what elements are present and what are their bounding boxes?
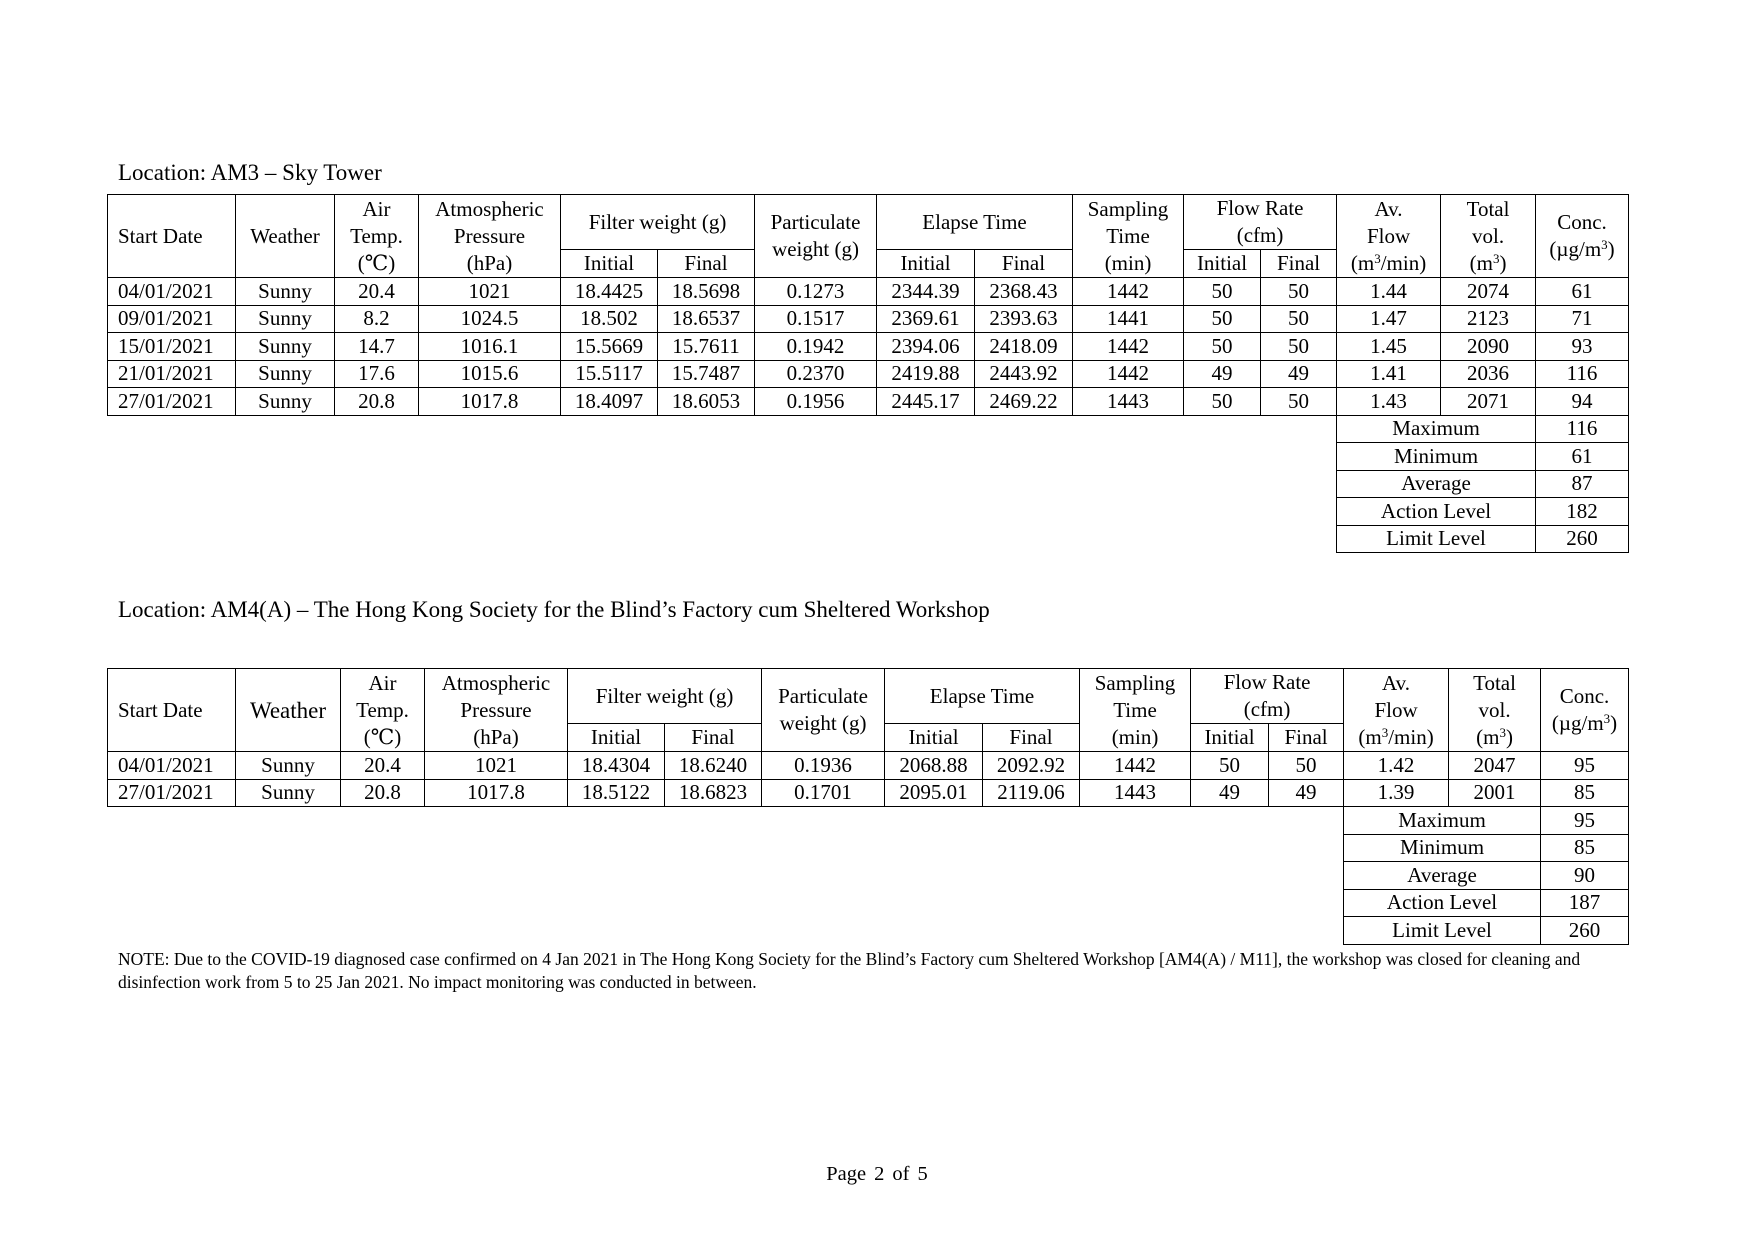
table-cell: 50 xyxy=(1184,333,1261,361)
header-conc: Conc. $(\mu g/m^3)$ xyxy=(1536,195,1629,278)
summary-row xyxy=(108,498,1629,526)
summary-spacer xyxy=(108,889,1344,917)
table-cell: 14.7 xyxy=(335,333,419,361)
summary-label: Average xyxy=(1337,470,1536,498)
table-cell: 2068.88 xyxy=(885,752,983,780)
table-cell: 04/01/2021 xyxy=(108,278,236,306)
header-flow-final: Final xyxy=(1261,250,1337,278)
table-cell: 2469.22 xyxy=(975,388,1073,416)
table-cell: 2092.92 xyxy=(983,752,1080,780)
summary-spacer xyxy=(108,470,1337,498)
summary-spacer xyxy=(108,807,1344,835)
table-cell: 2001 xyxy=(1449,779,1541,807)
table-cell: 21/01/2021 xyxy=(108,360,236,388)
header-elapse-initial: Initial xyxy=(877,250,975,278)
table-cell: 49 xyxy=(1191,779,1269,807)
table-cell: 15.7487 xyxy=(658,360,755,388)
covid-note: NOTE: Due to the COVID-19 diagnosed case confirmed on 4 Jan 2021 in The Hong Kong Society for the Blind’s Factory cum Sheltered Workshop [AM4(A) / M11], the workshop was closed for cleaning and disinfection work from 5 to 25 Jan 2021. No impact monitoring was conducted in between. xyxy=(118,949,1581,992)
table-cell: 94 xyxy=(1536,388,1629,416)
table-cell: Sunny xyxy=(236,388,335,416)
header-elapse-time: Elapse Time xyxy=(885,669,1080,724)
table-cell: 27/01/2021 xyxy=(108,388,236,416)
summary-label: Maximum xyxy=(1344,807,1541,835)
am4a-data-table xyxy=(107,668,1629,945)
table-cell: 18.4304 xyxy=(568,752,665,780)
summary-value: 85 xyxy=(1541,834,1629,862)
table-cell: 18.4425 xyxy=(561,278,658,306)
summary-value: 87 xyxy=(1536,470,1629,498)
table-cell: 1017.8 xyxy=(425,779,568,807)
table-cell: Sunny xyxy=(236,333,335,361)
table-cell: 50 xyxy=(1261,333,1337,361)
summary-row xyxy=(108,834,1629,862)
table-cell: 0.1956 xyxy=(755,388,877,416)
table-cell: 15.5669 xyxy=(561,333,658,361)
table-cell: 1.39 xyxy=(1344,779,1449,807)
header-flow-initial: Initial xyxy=(1184,250,1261,278)
table-row xyxy=(108,305,1629,333)
header-start-date: Start Date xyxy=(108,195,236,278)
header-conc: Conc. $(\mu g/m^3)$ xyxy=(1541,669,1629,752)
summary-spacer xyxy=(108,415,1337,443)
header-weather: Weather xyxy=(236,669,341,752)
table-cell: 50 xyxy=(1261,305,1337,333)
table-cell: 50 xyxy=(1184,278,1261,306)
table-cell: 116 xyxy=(1536,360,1629,388)
table-cell: 1.42 xyxy=(1344,752,1449,780)
table-cell: 2443.92 xyxy=(975,360,1073,388)
header-filter-final: Final xyxy=(665,724,762,752)
header-filter-final: Final xyxy=(658,250,755,278)
section-title-am3: Location: AM3 – Sky Tower xyxy=(118,160,382,185)
table-cell: 27/01/2021 xyxy=(108,779,236,807)
page-total: 5 xyxy=(917,1163,928,1185)
table-cell: Sunny xyxy=(236,305,335,333)
table-cell: 15.5117 xyxy=(561,360,658,388)
summary-row xyxy=(108,415,1629,443)
header-total-vol: Total vol. $(m^3)$ xyxy=(1441,195,1536,278)
table-cell: 04/01/2021 xyxy=(108,752,236,780)
summary-spacer xyxy=(108,862,1344,890)
table-cell: 2119.06 xyxy=(983,779,1080,807)
header-flow-rate: Flow Rate (cfm) xyxy=(1184,195,1337,250)
table-cell: 2393.63 xyxy=(975,305,1073,333)
table-cell: 1.44 xyxy=(1337,278,1441,306)
table-cell: 17.6 xyxy=(335,360,419,388)
table-cell: 1016.1 xyxy=(419,333,561,361)
summary-label: Action Level xyxy=(1337,498,1536,526)
table-cell: 1015.6 xyxy=(419,360,561,388)
summary-value: 260 xyxy=(1536,525,1629,553)
table-cell: 93 xyxy=(1536,333,1629,361)
table-cell: 1443 xyxy=(1080,779,1191,807)
table-row xyxy=(108,752,1629,780)
summary-spacer xyxy=(108,443,1337,471)
table-header xyxy=(108,195,1629,278)
table-cell: 1021 xyxy=(425,752,568,780)
header-particulate: Particulate weight (g) xyxy=(762,669,885,752)
table-cell: 2095.01 xyxy=(885,779,983,807)
table-cell: 1024.5 xyxy=(419,305,561,333)
table-cell: 2369.61 xyxy=(877,305,975,333)
summary-row xyxy=(108,917,1629,945)
section-title-am4a: Location: AM4(A) – The Hong Kong Society for the Blind’s Factory cum Sheltered Workshop xyxy=(118,597,990,622)
table-cell: 1442 xyxy=(1073,278,1184,306)
table-cell: 0.1701 xyxy=(762,779,885,807)
summary-row xyxy=(108,889,1629,917)
table-cell: 18.4097 xyxy=(561,388,658,416)
page-word: Page xyxy=(826,1163,867,1185)
summary-spacer xyxy=(108,834,1344,862)
table-cell: 20.4 xyxy=(335,278,419,306)
table-cell: 2445.17 xyxy=(877,388,975,416)
table-cell: 50 xyxy=(1261,388,1337,416)
summary-row xyxy=(108,862,1629,890)
header-sampling-time: Sampling Time (min) xyxy=(1073,195,1184,278)
table-cell: 49 xyxy=(1269,779,1344,807)
header-sampling-time: Sampling Time (min) xyxy=(1080,669,1191,752)
table-cell: 50 xyxy=(1261,278,1337,306)
table-cell: 1.47 xyxy=(1337,305,1441,333)
summary-block xyxy=(108,807,1629,945)
table-cell: 1.41 xyxy=(1337,360,1441,388)
header-filter-weight: Filter weight (g) xyxy=(568,669,762,724)
table-cell: 2394.06 xyxy=(877,333,975,361)
table-cell: 2071 xyxy=(1441,388,1536,416)
table-row xyxy=(108,360,1629,388)
table-cell: 20.8 xyxy=(335,388,419,416)
of-word: of xyxy=(892,1163,910,1185)
table-cell: 2074 xyxy=(1441,278,1536,306)
table-header xyxy=(108,669,1629,752)
header-filter-initial: Initial xyxy=(568,724,665,752)
table-cell: 50 xyxy=(1269,752,1344,780)
summary-label: Limit Level xyxy=(1337,525,1536,553)
table-cell: 18.6537 xyxy=(658,305,755,333)
header-elapse-time: Elapse Time xyxy=(877,195,1073,250)
table-cell: 50 xyxy=(1184,388,1261,416)
table-cell: 1442 xyxy=(1080,752,1191,780)
header-av-flow: Av. Flow $(m^3/\min)$ xyxy=(1344,669,1449,752)
table-cell: 2419.88 xyxy=(877,360,975,388)
summary-label: Minimum xyxy=(1337,443,1536,471)
table-row xyxy=(108,333,1629,361)
summary-label: Action Level xyxy=(1344,889,1541,917)
table-cell: 18.5698 xyxy=(658,278,755,306)
table-cell: 20.8 xyxy=(341,779,425,807)
summary-label: Average xyxy=(1344,862,1541,890)
table-cell: 18.502 xyxy=(561,305,658,333)
table-body xyxy=(108,752,1629,807)
table-cell: Sunny xyxy=(236,752,341,780)
summary-label: Maximum xyxy=(1337,415,1536,443)
summary-block xyxy=(108,415,1629,553)
summary-row xyxy=(108,443,1629,471)
table-cell: 1442 xyxy=(1073,360,1184,388)
table-cell: 0.1936 xyxy=(762,752,885,780)
table-cell: 09/01/2021 xyxy=(108,305,236,333)
summary-value: 116 xyxy=(1536,415,1629,443)
table-cell: 0.2370 xyxy=(755,360,877,388)
table-cell: 15.7611 xyxy=(658,333,755,361)
table-cell: Sunny xyxy=(236,779,341,807)
page-number: 2 xyxy=(874,1163,885,1185)
table-row xyxy=(108,278,1629,306)
table-cell: 1.43 xyxy=(1337,388,1441,416)
header-filter-weight: Filter weight (g) xyxy=(561,195,755,250)
table-cell: 71 xyxy=(1536,305,1629,333)
header-pressure: Atmospheric Pressure (hPa) xyxy=(425,669,568,752)
summary-value: 182 xyxy=(1536,498,1629,526)
table-cell: 1443 xyxy=(1073,388,1184,416)
table-cell: 18.5122 xyxy=(568,779,665,807)
table-cell: 0.1942 xyxy=(755,333,877,361)
header-filter-initial: Initial xyxy=(561,250,658,278)
header-flow-rate: Flow Rate (cfm) xyxy=(1191,669,1344,724)
table-cell: 8.2 xyxy=(335,305,419,333)
header-particulate: Particulate weight (g) xyxy=(755,195,877,278)
table-cell: 15/01/2021 xyxy=(108,333,236,361)
table-row xyxy=(108,388,1629,416)
table-cell: Sunny xyxy=(236,360,335,388)
table-cell: 2123 xyxy=(1441,305,1536,333)
summary-spacer xyxy=(108,525,1337,553)
table-cell: 85 xyxy=(1541,779,1629,807)
header-flow-final: Final xyxy=(1269,724,1344,752)
summary-value: 61 xyxy=(1536,443,1629,471)
summary-spacer xyxy=(108,917,1344,945)
summary-value: 260 xyxy=(1541,917,1629,945)
table-cell: 2418.09 xyxy=(975,333,1073,361)
summary-row xyxy=(108,470,1629,498)
header-pressure: Atmospheric Pressure (hPa) xyxy=(419,195,561,278)
table-cell: 18.6053 xyxy=(658,388,755,416)
header-air-temp: Air Temp. (℃) xyxy=(335,195,419,278)
summary-spacer xyxy=(108,498,1337,526)
summary-row xyxy=(108,807,1629,835)
summary-row xyxy=(108,525,1629,553)
page-footer xyxy=(0,1163,1754,1186)
table-cell: 1442 xyxy=(1073,333,1184,361)
am3-data-table xyxy=(107,194,1629,553)
header-flow-initial: Initial xyxy=(1191,724,1269,752)
table-cell: 1021 xyxy=(419,278,561,306)
table-cell: 0.1517 xyxy=(755,305,877,333)
header-air-temp: Air Temp. (℃) xyxy=(341,669,425,752)
table-cell: 95 xyxy=(1541,752,1629,780)
table-cell: 50 xyxy=(1184,305,1261,333)
header-elapse-final: Final xyxy=(983,724,1080,752)
header-total-vol: Total vol. $(m^3)$ xyxy=(1449,669,1541,752)
table-cell: 0.1273 xyxy=(755,278,877,306)
table-cell: 2368.43 xyxy=(975,278,1073,306)
header-elapse-final: Final xyxy=(975,250,1073,278)
table-row xyxy=(108,779,1629,807)
table-cell: 2090 xyxy=(1441,333,1536,361)
table-cell: 1017.8 xyxy=(419,388,561,416)
table-cell: 61 xyxy=(1536,278,1629,306)
table-cell: 18.6240 xyxy=(665,752,762,780)
table-cell: 1.45 xyxy=(1337,333,1441,361)
table-cell: 2344.39 xyxy=(877,278,975,306)
table-cell: 2047 xyxy=(1449,752,1541,780)
summary-label: Minimum xyxy=(1344,834,1541,862)
table-cell: 49 xyxy=(1184,360,1261,388)
header-av-flow: Av. Flow $(m^3/\min)$ xyxy=(1337,195,1441,278)
table-body xyxy=(108,278,1629,416)
table-cell: 50 xyxy=(1191,752,1269,780)
table-cell: 2036 xyxy=(1441,360,1536,388)
header-weather: Weather xyxy=(236,195,335,278)
table-cell: 49 xyxy=(1261,360,1337,388)
header-start-date: Start Date xyxy=(108,669,236,752)
table-cell: 18.6823 xyxy=(665,779,762,807)
summary-label: Limit Level xyxy=(1344,917,1541,945)
table-cell: 20.4 xyxy=(341,752,425,780)
summary-value: 95 xyxy=(1541,807,1629,835)
table-cell: 1441 xyxy=(1073,305,1184,333)
table-cell: Sunny xyxy=(236,278,335,306)
summary-value: 90 xyxy=(1541,862,1629,890)
header-elapse-initial: Initial xyxy=(885,724,983,752)
summary-value: 187 xyxy=(1541,889,1629,917)
